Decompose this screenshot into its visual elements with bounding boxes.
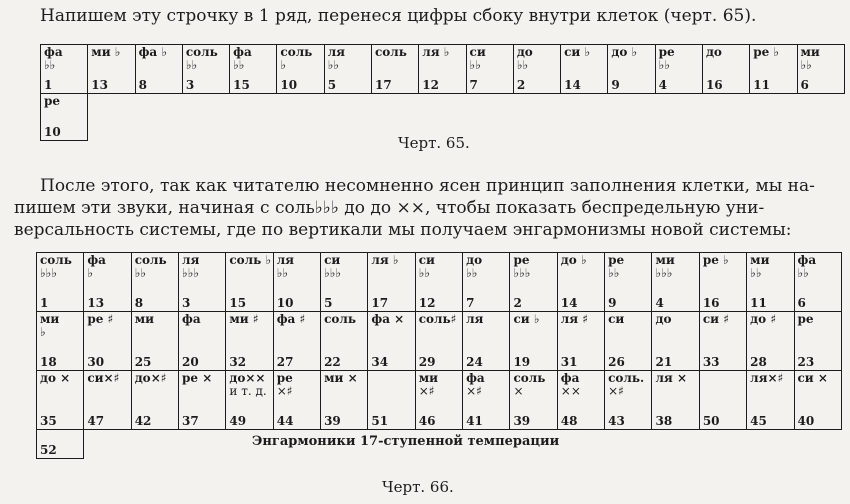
step-number: 42 xyxy=(134,414,152,428)
note-name: ре xyxy=(797,312,814,326)
empty-cell xyxy=(747,430,794,459)
empty-cell xyxy=(84,430,131,459)
accidental: ♭♭ xyxy=(750,266,762,280)
table-cell xyxy=(794,312,842,371)
step-number: 16 xyxy=(702,296,720,310)
table-cell xyxy=(463,312,510,371)
note-name: фа xyxy=(466,371,485,385)
step-number: 2 xyxy=(513,296,522,310)
table-cell xyxy=(273,371,320,430)
accidental: ♭♭♭ xyxy=(513,266,531,280)
accidental: ×♯ xyxy=(608,384,624,398)
note-name: ля xyxy=(327,45,346,59)
step-number: 41 xyxy=(466,414,483,428)
accidental: ♭ xyxy=(40,325,46,339)
note-name: соль xyxy=(513,371,546,385)
table-cell xyxy=(655,45,702,94)
top-text: Напишем эту строчку в 1 ряд, перенеся цифры сбоку внутри клеток (черт. 65). xyxy=(40,6,757,26)
note-name: до xyxy=(466,253,483,267)
step-number: 3 xyxy=(185,78,195,92)
empty-cell xyxy=(699,430,746,459)
step-number: 3 xyxy=(182,296,191,310)
accidental: ♭♭♭ xyxy=(182,266,200,280)
accidental: × xyxy=(513,384,524,398)
step-number: 20 xyxy=(182,355,199,369)
step-number: 17 xyxy=(371,296,389,310)
note-name: соль xyxy=(134,253,167,267)
empty-cell xyxy=(605,430,652,459)
step-number: 28 xyxy=(750,355,767,369)
empty-cell xyxy=(466,94,513,141)
step-number: 4 xyxy=(658,78,668,92)
note-name: до ♭ xyxy=(611,45,638,59)
accidental: ♭♭ xyxy=(516,58,529,72)
note-name: ре xyxy=(44,94,61,108)
step-number: 29 xyxy=(418,355,436,369)
table-cell xyxy=(652,253,699,312)
step-number: 14 xyxy=(560,296,578,310)
step-number: 14 xyxy=(564,78,581,92)
table-cell xyxy=(321,371,368,430)
accidental: ♭♭ xyxy=(327,58,340,72)
empty-cell xyxy=(135,94,182,141)
step-number: 32 xyxy=(229,355,247,369)
note-name: ре xyxy=(513,253,530,267)
table-cell xyxy=(702,45,749,94)
step-number: 11 xyxy=(750,296,767,310)
note-name: ми xyxy=(40,312,60,326)
table-cell xyxy=(41,45,88,94)
note-name: си ♭ xyxy=(513,312,540,326)
table-cell xyxy=(179,371,226,430)
empty-cell xyxy=(652,430,699,459)
note-name: ре xyxy=(276,371,293,385)
step-number: 13 xyxy=(87,296,105,310)
step-number: 10 xyxy=(44,125,61,139)
table-cell xyxy=(84,253,131,312)
table-cell xyxy=(605,371,652,430)
table-cell xyxy=(747,371,794,430)
table-cell xyxy=(131,253,178,312)
table-cell xyxy=(510,312,557,371)
note-name: до xyxy=(516,45,533,59)
table-cell xyxy=(41,94,88,141)
table-66-row-2 xyxy=(37,312,842,371)
empty-cell xyxy=(561,94,608,141)
note-name: до ♯ xyxy=(750,312,777,326)
empty-cell xyxy=(88,94,135,141)
step-number: 25 xyxy=(134,355,152,369)
paragraph-line-3: версальность системы, где по вертикали мы получаем энгармонизмы новой системы: xyxy=(14,220,792,240)
step-number: 10 xyxy=(276,296,294,310)
note-name: соль ♭ xyxy=(229,253,272,267)
step-number: 6 xyxy=(800,78,809,92)
accidental: ♭ xyxy=(87,266,94,280)
note-name: си xyxy=(469,45,486,59)
accidental: ♭♭ xyxy=(44,58,56,72)
table-cell xyxy=(415,312,462,371)
subcaption-66: Энгармоники 17-ступенной темперации xyxy=(252,434,560,449)
table-cell xyxy=(179,253,226,312)
table-cell xyxy=(88,45,135,94)
step-number: 38 xyxy=(655,414,673,428)
note-name: ре × xyxy=(182,371,213,385)
table-cell xyxy=(84,371,131,430)
note-name: до xyxy=(705,45,722,59)
step-number: 26 xyxy=(608,355,625,369)
table-cell xyxy=(699,312,746,371)
table-cell xyxy=(463,371,510,430)
note-name: си xyxy=(608,312,625,326)
table-cell xyxy=(182,45,229,94)
step-number: 9 xyxy=(611,78,620,92)
note-name: ля ♯ xyxy=(560,312,589,326)
table-cell xyxy=(750,45,797,94)
table-cell xyxy=(652,371,699,430)
step-number: 46 xyxy=(418,414,436,428)
accidental: ♭♭ xyxy=(800,58,812,72)
table-cell xyxy=(419,45,466,94)
note-name: фа × xyxy=(371,312,405,326)
note-name: фа xyxy=(182,312,201,326)
note-name: ля ♭ xyxy=(371,253,399,267)
accidental: ♭♭♭ xyxy=(655,266,673,280)
step-number: 49 xyxy=(229,414,247,428)
note-name: фа xyxy=(797,253,817,267)
step-number: 24 xyxy=(466,355,483,369)
table-cell xyxy=(324,45,371,94)
table-cell xyxy=(131,312,178,371)
empty-cell xyxy=(179,430,226,459)
step-number: 8 xyxy=(134,296,144,310)
table-cell xyxy=(321,253,368,312)
empty-cell xyxy=(277,94,324,141)
step-number: 43 xyxy=(608,414,625,428)
accidental: ♭♭ xyxy=(185,58,198,72)
step-number: 13 xyxy=(91,78,108,92)
table-cell xyxy=(699,371,746,430)
step-number: 7 xyxy=(469,78,478,92)
step-number: 9 xyxy=(608,296,617,310)
table-cell xyxy=(466,45,513,94)
note-name: си ♯ xyxy=(702,312,730,326)
note-name: ми × xyxy=(324,371,358,385)
step-number: 1 xyxy=(44,78,53,92)
note-name: ля xyxy=(276,253,295,267)
accidental: ♭♭ xyxy=(469,58,481,72)
step-number: 45 xyxy=(750,414,767,428)
table-cell xyxy=(135,45,182,94)
step-number: 11 xyxy=(753,78,770,92)
note-name: соль♯ xyxy=(418,312,457,326)
step-number: 30 xyxy=(87,355,105,369)
table-cell xyxy=(797,45,845,94)
note-name: ми xyxy=(800,45,820,59)
step-number: 44 xyxy=(276,414,294,428)
note-name: ми ♭ xyxy=(91,45,121,59)
accidental: ♭♭♭ xyxy=(40,266,57,280)
table-cell xyxy=(652,312,699,371)
note-name: фа ♯ xyxy=(276,312,306,326)
accidental: ♭♭ xyxy=(658,58,670,72)
accidental: ♭♭ xyxy=(797,266,809,280)
note-name: ре xyxy=(608,253,625,267)
step-number: 40 xyxy=(797,414,815,428)
table-cell xyxy=(131,371,178,430)
accidental: ♭♭ xyxy=(276,266,289,280)
table-cell xyxy=(368,312,415,371)
step-number: 8 xyxy=(138,78,147,92)
step-number: 6 xyxy=(797,296,806,310)
step-number: 35 xyxy=(40,414,57,428)
table-cell xyxy=(463,253,510,312)
step-number: 19 xyxy=(513,355,531,369)
caption-65: Черт. 65. xyxy=(398,134,470,152)
table-cell xyxy=(557,371,604,430)
table-cell xyxy=(226,371,273,430)
step-number: 2 xyxy=(516,78,526,92)
step-number: 15 xyxy=(233,78,250,92)
note-name: ми xyxy=(750,253,770,267)
table-cell xyxy=(794,371,842,430)
step-number: 1 xyxy=(40,296,49,310)
empty-cell xyxy=(655,94,702,141)
note-name: соль xyxy=(324,312,356,326)
accidental: и т. д. xyxy=(229,384,267,398)
step-number: 10 xyxy=(280,78,298,92)
table-cell xyxy=(561,45,608,94)
table-66 xyxy=(36,252,842,459)
table-66-row-3 xyxy=(37,371,842,430)
note-name: си × xyxy=(797,371,828,385)
table-cell xyxy=(747,312,794,371)
empty-cell xyxy=(794,430,842,459)
table-cell xyxy=(321,312,368,371)
note-name: ми xyxy=(655,253,675,267)
step-number: 22 xyxy=(324,355,341,369)
note-name: ля ♭ xyxy=(422,45,450,59)
table-cell xyxy=(699,253,746,312)
table-cell xyxy=(605,312,652,371)
table-cell xyxy=(179,312,226,371)
note-name: фа xyxy=(87,253,106,267)
step-number: 47 xyxy=(87,414,105,428)
note-name: ля xyxy=(182,253,200,267)
note-name: до xyxy=(655,312,672,326)
caption-66: Черт. 66. xyxy=(382,478,454,496)
note-name: ля×♯ xyxy=(750,371,784,385)
accidental: ×♯ xyxy=(466,384,482,398)
step-number: 31 xyxy=(560,355,578,369)
table-cell xyxy=(557,253,604,312)
step-number: 12 xyxy=(418,296,436,310)
note-name: соль. xyxy=(608,371,645,385)
table-cell xyxy=(513,45,560,94)
empty-cell xyxy=(513,94,560,141)
accidental: ♭♭ xyxy=(608,266,620,280)
table-cell xyxy=(368,253,415,312)
step-number: 17 xyxy=(374,78,392,92)
note-name: ля × xyxy=(655,371,688,385)
note-name: ре xyxy=(658,45,675,59)
accidental: ♭♭ xyxy=(418,266,431,280)
table-cell xyxy=(415,253,462,312)
note-name: си xyxy=(418,253,435,267)
empty-cell xyxy=(750,94,797,141)
step-number: 34 xyxy=(371,355,389,369)
note-name: ре ♭ xyxy=(753,45,780,59)
step-number: 23 xyxy=(797,355,815,369)
note-name: до×× xyxy=(229,371,266,385)
note-name: фа xyxy=(560,371,580,385)
note-name: ми xyxy=(418,371,439,385)
note-name: соль xyxy=(374,45,407,59)
empty-cell xyxy=(608,94,655,141)
step-number: 4 xyxy=(655,296,664,310)
note-name: си ♭ xyxy=(564,45,591,59)
accidental: ♭♭ xyxy=(466,266,478,280)
table-cell xyxy=(415,371,462,430)
table-cell xyxy=(84,312,131,371)
step-number: 5 xyxy=(324,296,333,310)
accidental: ♭♭ xyxy=(134,266,147,280)
empty-cell xyxy=(702,94,749,141)
table-cell xyxy=(37,253,84,312)
paragraph-line-1: После этого, так как читателю несомненно ясен принцип заполнения клетки, мы на- xyxy=(40,176,815,196)
accidental: ♭♭ xyxy=(233,58,245,72)
step-number: 5 xyxy=(327,78,337,92)
accidental: ♭ xyxy=(280,58,287,72)
table-cell xyxy=(37,371,84,430)
table-cell xyxy=(794,253,842,312)
table-cell xyxy=(273,253,320,312)
table-cell xyxy=(371,45,418,94)
accidental: ×♯ xyxy=(276,384,293,398)
note-name: соль xyxy=(40,253,72,267)
table-cell xyxy=(37,430,84,459)
step-number: 12 xyxy=(422,78,439,92)
empty-cell xyxy=(230,94,277,141)
table-cell xyxy=(368,371,415,430)
note-name: си×♯ xyxy=(87,371,120,385)
table-cell xyxy=(557,312,604,371)
step-number: 39 xyxy=(324,414,341,428)
note-name: ми xyxy=(134,312,155,326)
step-number: 51 xyxy=(371,414,389,428)
table-65 xyxy=(40,44,845,141)
empty-cell xyxy=(797,94,845,141)
table-cell xyxy=(510,253,557,312)
empty-cell xyxy=(557,430,604,459)
note-name: ре ♭ xyxy=(702,253,729,267)
step-number: 50 xyxy=(702,414,720,428)
step-number: 21 xyxy=(655,355,673,369)
step-number: 37 xyxy=(182,414,199,428)
table-cell xyxy=(37,312,84,371)
empty-cell xyxy=(131,430,178,459)
table-cell xyxy=(608,45,655,94)
step-number: 33 xyxy=(702,355,720,369)
note-name: фа xyxy=(44,45,63,59)
empty-cell xyxy=(182,94,229,141)
accidental: ×× xyxy=(560,384,581,398)
step-number: 7 xyxy=(466,296,475,310)
note-name: фа xyxy=(233,45,252,59)
table-cell xyxy=(273,312,320,371)
note-name: соль xyxy=(280,45,313,59)
table-cell xyxy=(226,312,273,371)
table-cell xyxy=(226,253,273,312)
note-name: ре ♯ xyxy=(87,312,114,326)
step-number: 15 xyxy=(229,296,247,310)
step-number: 16 xyxy=(705,78,723,92)
note-name: соль xyxy=(185,45,218,59)
step-number: 48 xyxy=(560,414,578,428)
step-number: 18 xyxy=(40,355,57,369)
table-cell xyxy=(510,371,557,430)
step-number: 52 xyxy=(40,443,57,457)
table-cell xyxy=(605,253,652,312)
accidental: ×♯ xyxy=(418,384,435,398)
table-cell xyxy=(277,45,324,94)
note-name: до ♭ xyxy=(560,253,587,267)
note-name: до × xyxy=(40,371,71,385)
table-66-row-1 xyxy=(37,253,842,312)
note-name: си xyxy=(324,253,341,267)
accidental: ♭♭♭ xyxy=(324,266,342,280)
note-name: до×♯ xyxy=(134,371,167,385)
paragraph-line-2: пишем эти звуки, начиная с соль♭♭♭ до до ××, чтобы показать беспредельную уни- xyxy=(14,198,765,218)
step-number: 27 xyxy=(276,355,294,369)
note-name: ми ♯ xyxy=(229,312,259,326)
note-name: фа ♭ xyxy=(138,45,167,59)
note-name: ля xyxy=(466,312,484,326)
step-number: 39 xyxy=(513,414,531,428)
table-cell xyxy=(230,45,277,94)
empty-cell xyxy=(324,94,371,141)
table-65-row-1 xyxy=(41,45,845,94)
table-cell xyxy=(747,253,794,312)
